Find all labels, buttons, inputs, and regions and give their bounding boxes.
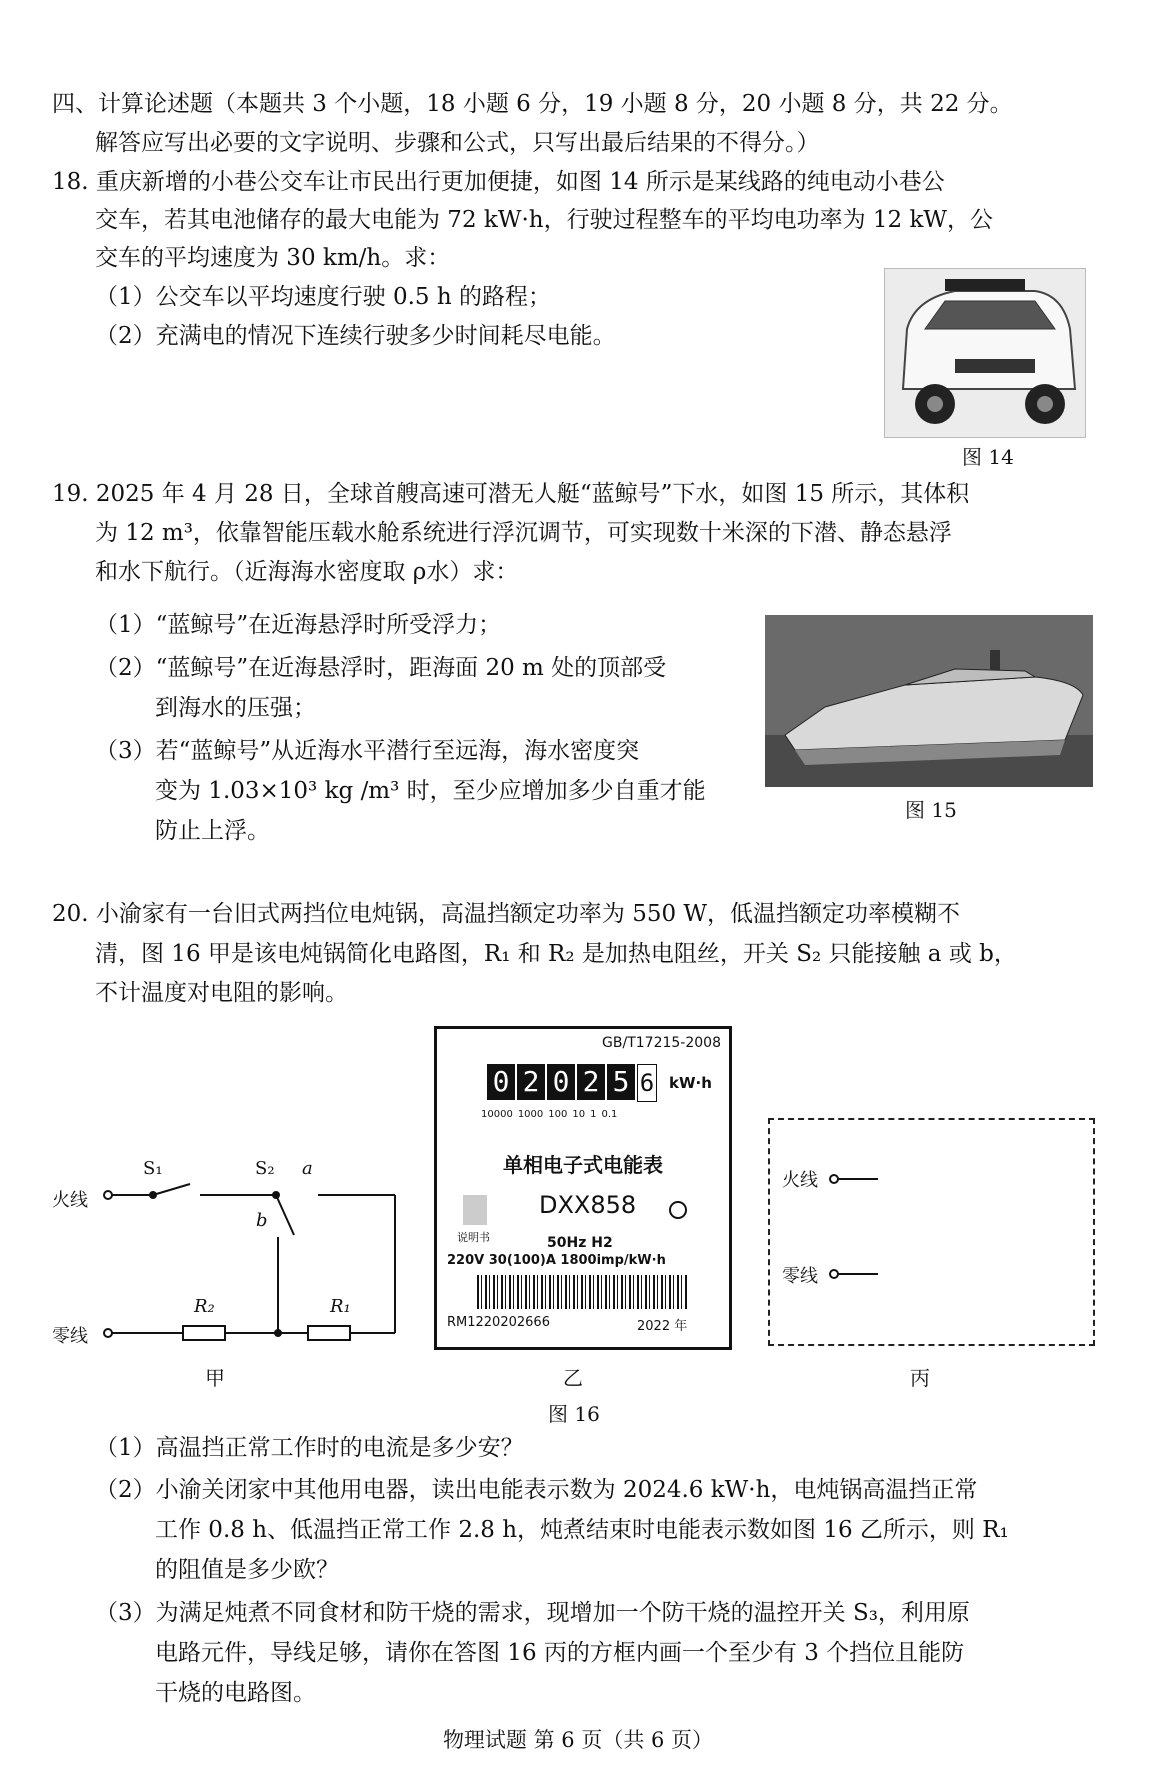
figure-15-caption: 图 15 xyxy=(905,798,957,822)
meter-barcode xyxy=(477,1275,687,1309)
q20-line-1: 20. 小渝家有一台旧式两挡位电炖锅，高温挡额定功率为 550 W，低温挡额定功率模糊不 xyxy=(52,901,961,927)
circuit-neutral-label: 零线 xyxy=(52,1326,88,1347)
boat-photo xyxy=(765,615,1093,787)
q20-part-2c: 的阻值是多少欧？ xyxy=(155,1557,339,1583)
meter-serial: RM1220202666 xyxy=(447,1315,550,1330)
meter-manual-thumbnail xyxy=(463,1195,487,1225)
section-note: 解答应写出必要的文字说明、步骤和公式，只写出最后结果的不得分。） xyxy=(95,130,820,156)
figure-16-jia-caption: 甲 xyxy=(205,1366,225,1390)
page-footer: 物理试题 第 6 页（共 6 页） xyxy=(442,1728,714,1752)
meter-digit: 0 xyxy=(487,1064,515,1100)
q19-part-3c: 防止上浮。 xyxy=(155,818,270,844)
section-heading: 四、计算论述题（本题共 3 个小题，18 小题 6 分，19 小题 8 分，20 小题 8 分，共 22 分。 xyxy=(52,91,1013,117)
meter-year: 2022 年 xyxy=(637,1319,688,1334)
resistor-r1-label: R₁ xyxy=(330,1296,351,1317)
meter-multiplier: 100 xyxy=(548,1109,568,1120)
meter-digit: 5 xyxy=(607,1064,635,1100)
meter-digit: 0 xyxy=(547,1064,575,1100)
meter-standard: GB/T17215-2008 xyxy=(602,1035,721,1051)
q19-part-1: （1）“蓝鲸号”在近海悬浮时所受浮力； xyxy=(95,612,502,638)
q18-line-3: 交车的平均速度为 30 km/h。求： xyxy=(95,245,451,271)
meter-spec-2: 220V 30(100)A 1800imp/kW·h xyxy=(447,1253,666,1268)
q18-part-2: （2）充满电的情况下连续行驶多少时间耗尽电能。 xyxy=(95,323,616,349)
q20-line-3: 不计温度对电阻的影响。 xyxy=(95,980,348,1006)
figure-16-caption: 图 16 xyxy=(548,1402,600,1426)
figure-14-caption: 图 14 xyxy=(962,445,1014,469)
q20-part-2b: 工作 0.8 h、低温挡正常工作 2.8 h，炖煮结束时电能表示数如图 16 乙所示，则 R₁ xyxy=(155,1517,1009,1543)
q19-line-2: 为 12 m³，依靠智能压载水舱系统进行浮沉调节，可实现数十米深的下潜、静态悬浮 xyxy=(95,520,952,546)
switch-s2-label: S₂ xyxy=(255,1158,275,1179)
contact-b-label: b xyxy=(256,1210,268,1231)
q20-part-1: （1）高温挡正常工作时的电流是多少安？ xyxy=(95,1435,524,1461)
answer-box xyxy=(768,1118,1095,1346)
meter-manual-label: 说明书 xyxy=(457,1231,490,1244)
contact-a-label: a xyxy=(302,1158,313,1179)
q18-line-2: 交车，若其电池储存的最大电能为 72 kW·h，行驶过程整车的平均电功率为 12 kW，公 xyxy=(95,207,994,233)
q19-line-3: 和水下航行。（近海海水密度取 ρ水）求： xyxy=(95,559,519,585)
q18-part-1: （1）公交车以平均速度行驶 0.5 h 的路程； xyxy=(95,284,551,310)
figure-16-yi-caption: 乙 xyxy=(563,1366,583,1390)
q20-part-3b: 电路元件，导线足够，请你在答图 16 丙的方框内画一个至少有 3 个挡位且能防 xyxy=(155,1640,965,1666)
q19-line-1: 19. 2025 年 4 月 28 日，全球首艘高速可潜无人艇“蓝鲸号”下水，如图 15 所示，其体积 xyxy=(52,481,970,507)
q19-part-2a: （2）“蓝鲸号”在近海悬浮时，距海面 20 m 处的顶部受 xyxy=(95,655,667,681)
switch-s1-label: S₁ xyxy=(143,1158,163,1179)
meter-unit: kW·h xyxy=(669,1074,712,1092)
meter-spec-1: 50Hz H2 xyxy=(547,1235,613,1251)
q20-line-2: 清，图 16 甲是该电炖锅简化电路图，R₁ 和 R₂ 是加热电阻丝，开关 S₂ 只能接触 a 或 b， xyxy=(95,941,1017,967)
meter-model: DXX858 xyxy=(539,1191,637,1219)
answer-live-label: 火线 xyxy=(782,1170,818,1191)
circuit-diagram xyxy=(40,1140,420,1380)
electric-meter xyxy=(434,1026,732,1350)
meter-digit: 2 xyxy=(577,1064,605,1100)
resistor-r2-label: R₂ xyxy=(194,1296,215,1317)
meter-digit-decimal: 6 xyxy=(637,1064,657,1102)
q20-part-2a: （2）小渝关闭家中其他用电器，读出电能表示数为 2024.6 kW·h，电炖锅高温挡正常 xyxy=(95,1477,978,1503)
meter-multiplier: 1 xyxy=(590,1109,597,1120)
answer-terminals xyxy=(828,1170,888,1290)
figure-16-bing-caption: 丙 xyxy=(910,1366,930,1390)
meter-title: 单相电子式电能表 xyxy=(503,1153,663,1177)
meter-indicator-icon xyxy=(669,1201,687,1219)
circuit-live-label: 火线 xyxy=(52,1190,88,1211)
meter-multiplier: 10 xyxy=(572,1109,586,1120)
meter-multiplier: 0.1 xyxy=(601,1109,618,1120)
meter-multiplier: 1000 xyxy=(517,1109,544,1120)
meter-digit: 2 xyxy=(517,1064,545,1100)
q19-part-3a: （3）若“蓝鲸号”从近海水平潜行至远海，海水密度突 xyxy=(95,738,640,764)
q20-part-3c: 干烧的电路图。 xyxy=(155,1680,316,1706)
meter-multipliers xyxy=(481,1109,617,1120)
bus-photo xyxy=(884,268,1086,438)
q19-part-3b: 变为 1.03×10³ kg /m³ 时，至少应增加多少自重才能 xyxy=(155,778,706,804)
answer-neutral-label: 零线 xyxy=(782,1266,818,1287)
q18-line-1: 18. 重庆新增的小巷公交车让市民出行更加便捷，如图 14 所示是某线路的纯电动小巷公 xyxy=(52,169,945,195)
meter-multiplier: 10000 xyxy=(481,1109,513,1120)
q19-part-2b: 到海水的压强； xyxy=(155,695,316,721)
meter-digits xyxy=(487,1064,657,1102)
q20-part-3a: （3）为满足炖煮不同食材和防干烧的需求，现增加一个防干烧的温控开关 S₃，利用原 xyxy=(95,1600,970,1626)
